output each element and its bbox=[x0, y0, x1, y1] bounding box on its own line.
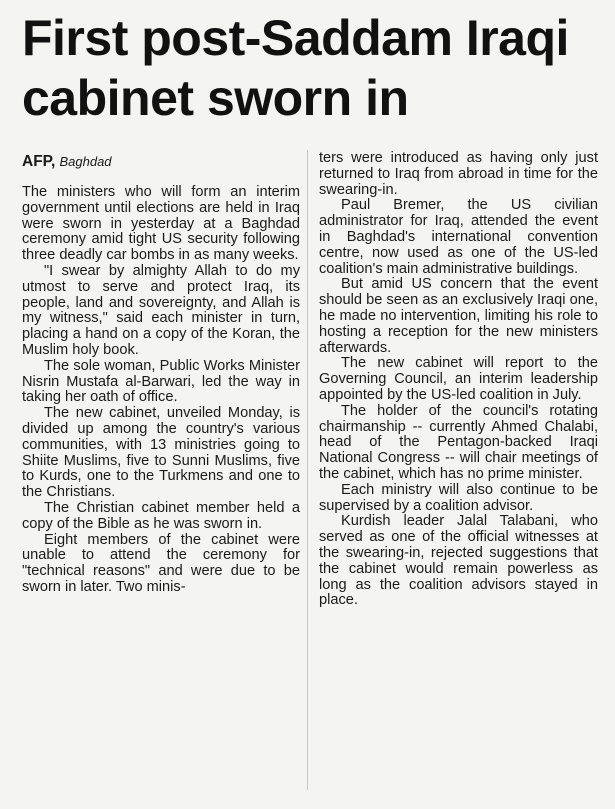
article-column-left bbox=[22, 153, 300, 596]
headline-line-2: cabinet sworn in bbox=[22, 70, 409, 126]
paragraph: The holder of the council's rotating chairmanship -- currently Ahmed Chalabi, head of the Pentagon-backed Iraqi National Congress -- will chair meetings of the cabinet, which has no prime minister. bbox=[319, 402, 598, 482]
headline bbox=[22, 8, 607, 128]
paragraph: The Christian cabinet member held a copy of the Bible as he was sworn in. bbox=[22, 499, 300, 532]
paragraph: Paul Bremer, the US civilian administrator for Iraq, attended the event in Baghdad's international convention centre, now used as one of the US-led coalition's main administrative buildings. bbox=[319, 197, 598, 277]
paragraph: Kurdish leader Jalal Talabani, who served as one of the official witnesses at the swearing-in, rejected suggestions that the cabinet would remain powerless as long as the coalition advisors stayed in place. bbox=[319, 513, 598, 609]
paragraph: Eight members of the cabinet were unable to attend the ceremony for "technical reasons" and were due to be sworn in later. Two minis- bbox=[22, 531, 300, 595]
paragraph: The sole woman, Public Works Minister Nisrin Mustafa al-Barwari, led the way in taking her oath of office. bbox=[22, 357, 300, 406]
byline-place: Baghdad bbox=[59, 154, 112, 169]
paragraph: "I swear by almighty Allah to do my utmost to serve and protect Iraq, its people, land and sovereignty, and Allah is my witness," said each minister in turn, placing a hand on a copy of the Koran, the Muslim holy book. bbox=[22, 262, 300, 358]
article-column-right bbox=[319, 151, 598, 609]
paragraph: Each ministry will also continue to be supervised by a coalition advisor. bbox=[319, 481, 598, 514]
byline bbox=[22, 153, 300, 171]
paragraph: But amid US concern that the event should be seen as an exclusively Iraqi one, he made no intervention, limiting his role to hosting a reception for the new ministers afterwards. bbox=[319, 276, 598, 356]
paragraph: ters were introduced as having only just returned to Iraq from abroad in time for the swearing-in. bbox=[319, 150, 598, 198]
paragraph: The new cabinet will report to the Governing Council, an interim leadership appointed by the US-led coalition in July. bbox=[319, 355, 598, 403]
paragraph: The ministers who will form an interim government until elections are held in Iraq were sworn in yesterday at a Baghdad ceremony amid tight US security following three deadly car bombs in as many weeks. bbox=[22, 184, 300, 264]
headline-line-1: First post-Saddam Iraqi bbox=[22, 10, 569, 66]
paragraph: The new cabinet, unveiled Monday, is divided up among the country's various communities, with 13 ministries going to Shiite Muslims, five to Sunni Muslims, five to Kurds, one to the Turkmens and one to the Christians. bbox=[22, 405, 300, 501]
byline-agency: AFP, bbox=[22, 153, 56, 170]
column-divider bbox=[307, 150, 308, 790]
